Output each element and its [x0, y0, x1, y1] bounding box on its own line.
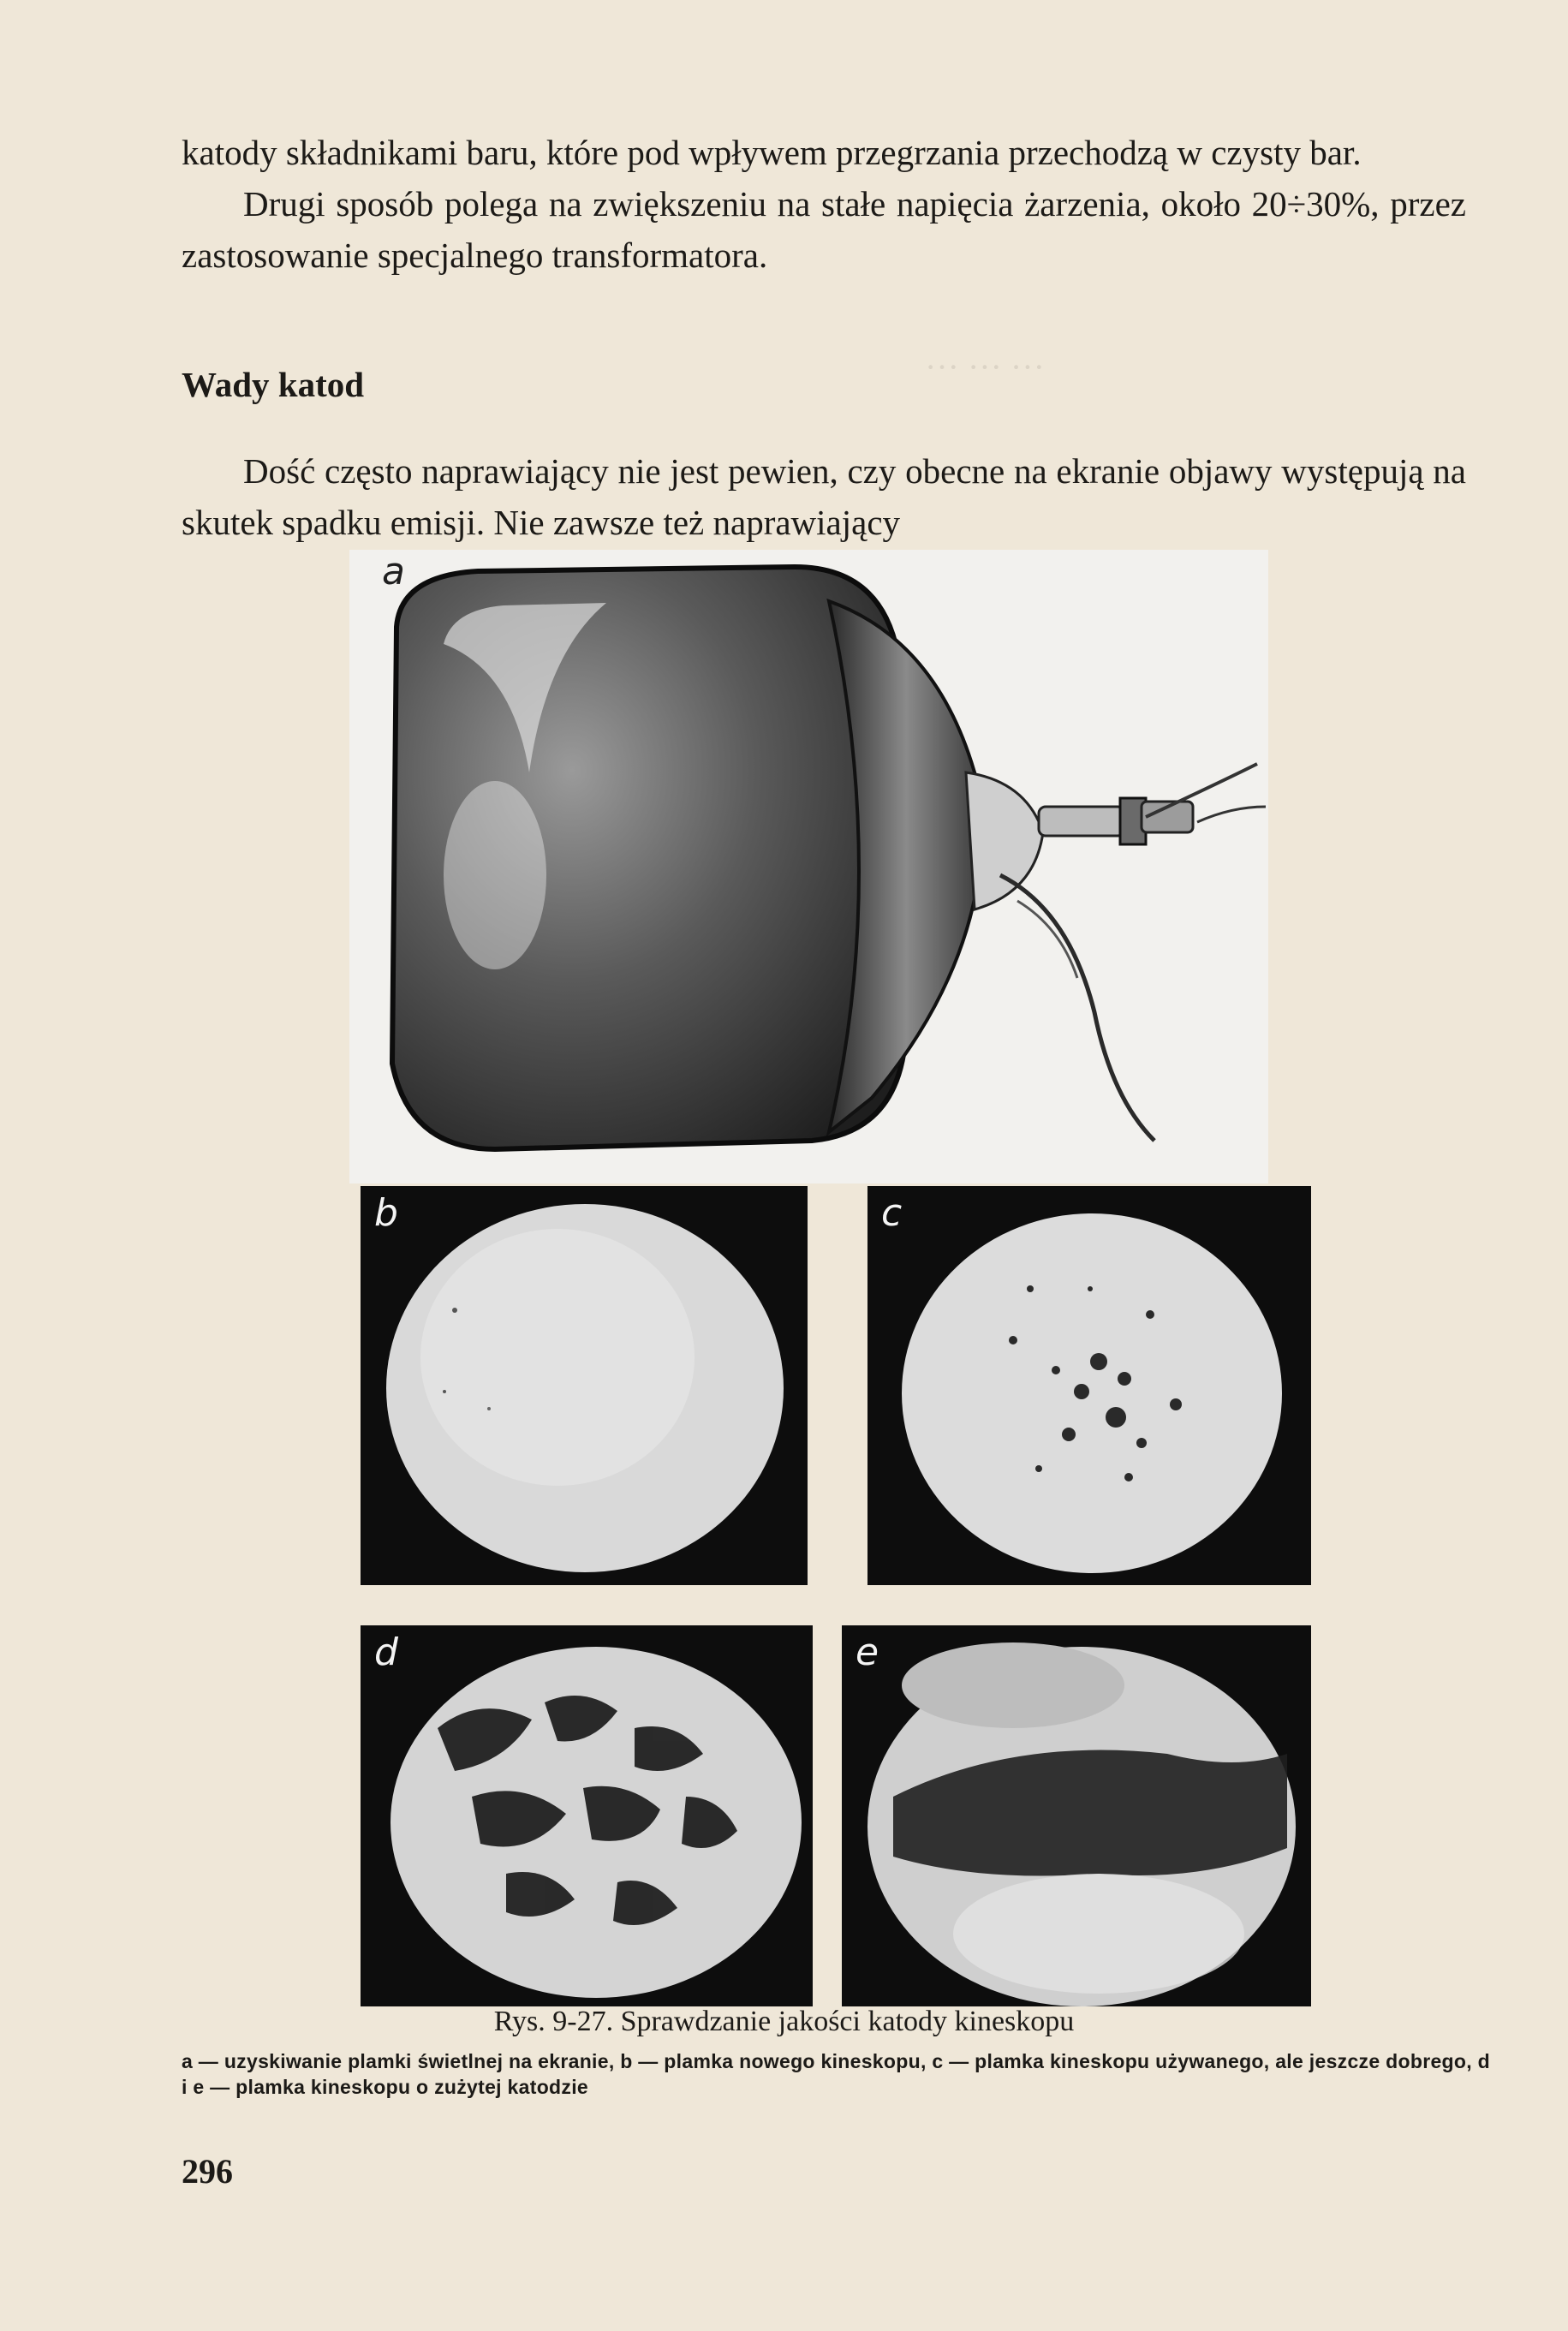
figure-caption-title: Rys. 9-27. Sprawdzanie jakości katody kineskopu [493, 2006, 1075, 2037]
spot-d-illustration [361, 1625, 813, 2006]
spot-c-illustration [867, 1186, 1311, 1585]
body-text-top [182, 127, 1466, 281]
page-number: 296 [182, 2152, 233, 2191]
figure-caption-body: a — uzyskiwanie plamki świetlnej na ekranie, b — plamka nowego kineskopu, c — plamka kineskopu używanego, ale jeszcze dobrego, d i e — plamka kineskopu o zużytej katodzie [182, 2050, 1490, 2098]
figure-label-a: a [382, 550, 405, 593]
figure-d-worn-spot [361, 1625, 813, 2006]
bleed-through-texture: ··· ··· ··· [925, 348, 1045, 386]
figure-a-crt-photo [349, 550, 1268, 1183]
spot-b-illustration [361, 1186, 808, 1585]
section-heading: Wady katod [182, 365, 365, 404]
figure-b-new-spot [361, 1186, 808, 1585]
spot-e-illustration [842, 1625, 1311, 2006]
body-text-bottom [182, 445, 1466, 548]
figure-e-worn-spot [842, 1625, 1311, 2006]
figure-c-used-spot [867, 1186, 1311, 1585]
figure-label-b: b [374, 1191, 398, 1235]
figure-label-c: c [881, 1191, 903, 1235]
paragraph-2: Drugi sposób polega na zwiększeniu na stałe napięcia żarzenia, około 20÷30%, przez zastosowanie specjalnego transformatora. [182, 184, 1466, 275]
figure-label-e: e [856, 1631, 879, 1674]
paragraph-1: katody składnikami baru, które pod wpływem przegrzania przechodzą w czysty bar. [182, 133, 1362, 172]
crt-tube-illustration [349, 550, 1268, 1183]
paragraph-3: Dość często naprawiający nie jest pewien, czy obecne na ekranie objawy występują na skutek spadku emisji. Nie zawsze też naprawiający [182, 451, 1466, 542]
figure-label-d: d [374, 1631, 398, 1674]
